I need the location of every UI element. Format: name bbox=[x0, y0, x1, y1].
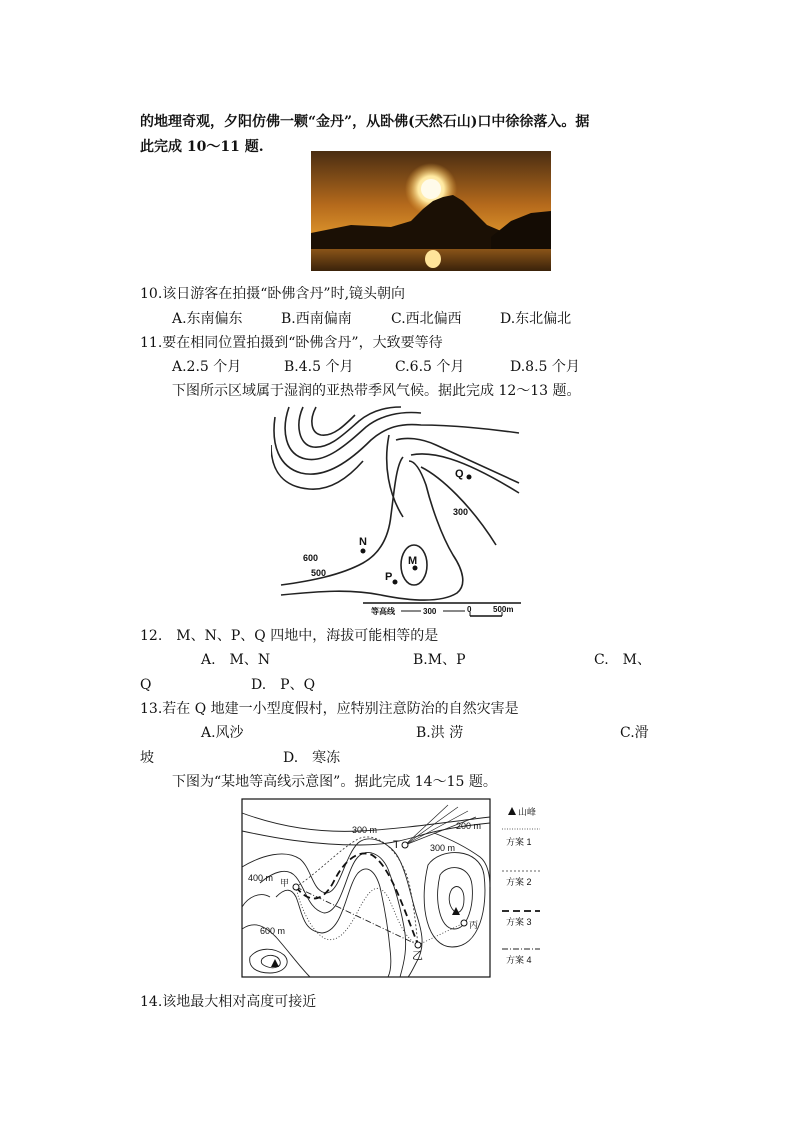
contour-map-2 bbox=[240, 797, 540, 980]
q13-option-c: C.滑 bbox=[620, 725, 649, 741]
intro-line-2: 此完成 10～11 题. bbox=[140, 139, 264, 155]
label-300m-a: 300 m bbox=[352, 825, 378, 835]
label-600m: 600 m bbox=[260, 926, 286, 936]
q11-option-a: A.2.5 个月 bbox=[172, 359, 242, 375]
q12-stem: 12. M、N、P、Q 四地中，海拔可能相等的是 bbox=[140, 628, 439, 644]
point-q-dot bbox=[467, 475, 472, 480]
q10-option-a: A.东南偏东 bbox=[172, 311, 243, 327]
legend-plan-3: 方案 3 bbox=[506, 917, 532, 927]
q10-stem: 10.该日游客在拍摄“卧佛含丹”时,镜头朝向 bbox=[140, 286, 406, 302]
point-n-dot bbox=[361, 549, 366, 554]
q13-option-c-cont: 坡 bbox=[140, 750, 154, 766]
intro-14-15: 下图为“某地等高线示意图”。据此完成 14～15 题。 bbox=[172, 774, 497, 790]
label-jia: 甲 bbox=[280, 878, 290, 888]
q12-option-c: C. M、 bbox=[594, 652, 651, 668]
q10-option-c: C.西北偏西 bbox=[391, 311, 462, 327]
label-500: 500 bbox=[311, 568, 327, 578]
q11-option-c: C.6.5 个月 bbox=[395, 359, 465, 375]
legend-300: 300 bbox=[423, 607, 437, 616]
legend-scale: 500m bbox=[493, 605, 514, 614]
legend-plan-1: 方案 1 bbox=[506, 837, 532, 847]
label-p: P bbox=[385, 571, 393, 583]
q11-stem: 11.要在相同位置拍摄到“卧佛含丹”，大致要等待 bbox=[140, 335, 443, 351]
legend-peak-icon bbox=[508, 807, 516, 815]
label-yi: 乙 bbox=[412, 950, 423, 962]
sunset-photo bbox=[311, 151, 551, 271]
legend-contour: 等高线 bbox=[371, 607, 395, 616]
q10-option-b: B.西南偏南 bbox=[281, 311, 352, 327]
label-600: 600 bbox=[303, 553, 319, 563]
legend-zero: 0 bbox=[467, 605, 472, 614]
q10-option-d: D.东北偏北 bbox=[500, 311, 572, 327]
legend-plan-4: 方案 4 bbox=[506, 955, 532, 965]
label-300: 300 bbox=[453, 507, 469, 517]
q12-option-c-cont: Q bbox=[140, 677, 152, 693]
label-q: Q bbox=[455, 468, 464, 480]
label-400m: 400 m bbox=[248, 873, 274, 883]
label-n: N bbox=[359, 536, 367, 548]
q14-stem: 14.该地最大相对高度可接近 bbox=[140, 994, 317, 1010]
q13-stem: 13.若在 Q 地建一小型度假村，应特别注意防治的自然灾害是 bbox=[140, 701, 519, 717]
legend-plan-2: 方案 2 bbox=[506, 877, 532, 887]
q12-option-d: D. P、Q bbox=[251, 677, 316, 693]
label-200m: 200 m bbox=[456, 821, 482, 831]
contour-map-1 bbox=[271, 405, 521, 618]
label-t: T bbox=[393, 839, 400, 851]
legend-peak: 山峰 bbox=[518, 807, 537, 817]
label-300m-b: 300 m bbox=[430, 843, 456, 853]
q12-option-b: B.M、P bbox=[413, 652, 466, 668]
q13-option-a: A.风沙 bbox=[201, 725, 244, 741]
label-bing: 丙 bbox=[469, 920, 479, 930]
q12-option-a: A. M、N bbox=[201, 652, 271, 668]
q11-option-d: D.8.5 个月 bbox=[510, 359, 580, 375]
label-m: M bbox=[408, 555, 418, 567]
intro-line-1: 的地理奇观，夕阳仿佛一颗“金丹”，从卧佛(天然石山)口中徐徐落入。据 bbox=[140, 114, 590, 130]
q13-option-b: B.洪 涝 bbox=[416, 725, 464, 741]
q13-option-d: D. 寒冻 bbox=[283, 750, 341, 766]
intro-12-13: 下图所示区域属于湿润的亚热带季风气候。据此完成 12～13 题。 bbox=[172, 383, 581, 399]
q11-option-b: B.4.5 个月 bbox=[284, 359, 354, 375]
point-p-dot bbox=[393, 580, 398, 585]
